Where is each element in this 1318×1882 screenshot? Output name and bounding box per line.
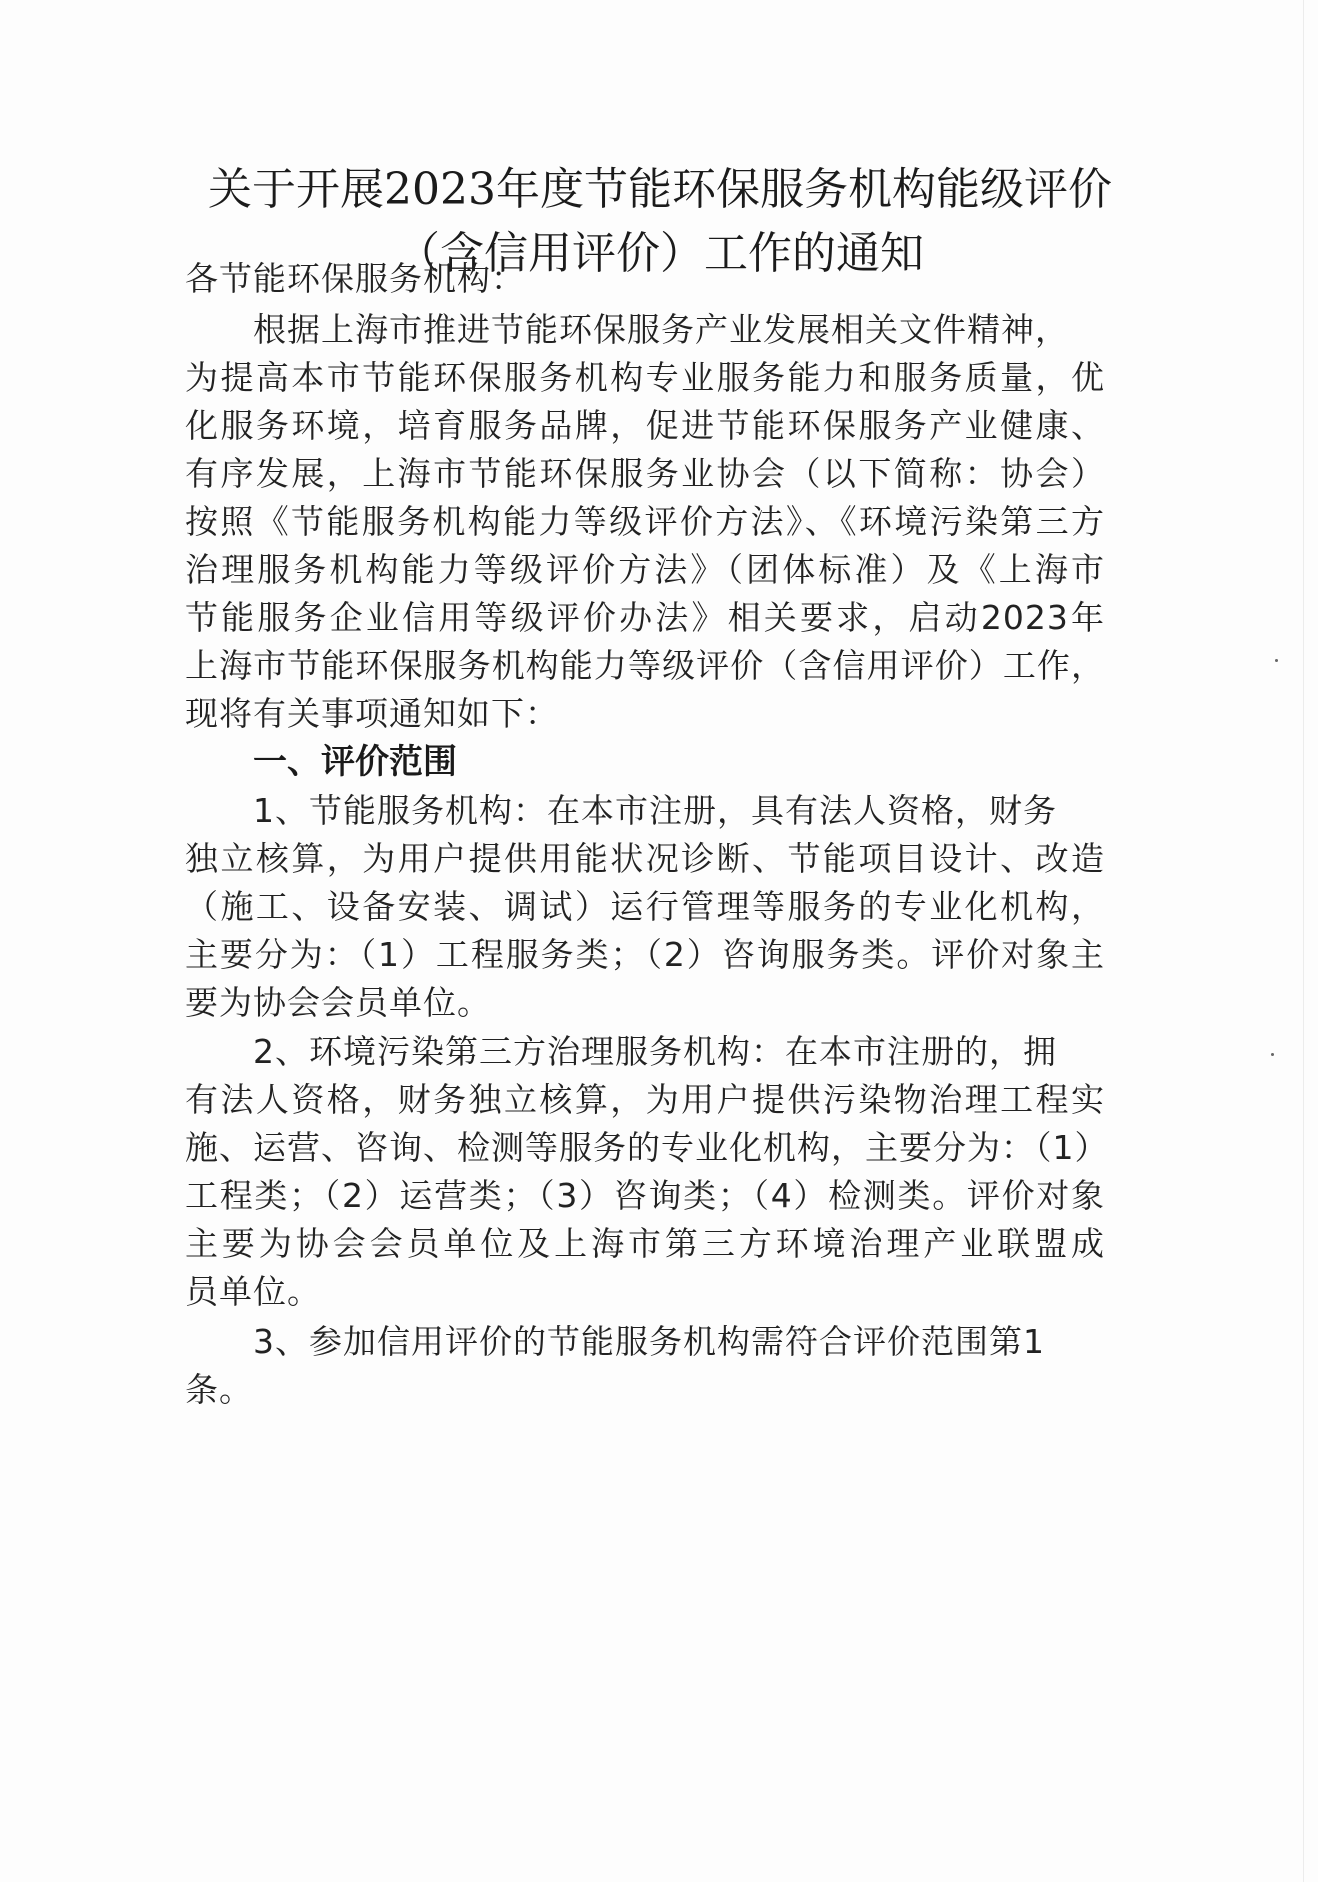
scan-speck: [1271, 1053, 1274, 1056]
item2-line: 员单位。: [185, 1272, 321, 1311]
intro-line: 现将有关事项通知如下：: [185, 694, 559, 733]
item3-line: 条。: [185, 1370, 253, 1409]
document-title-line-2: （含信用评价）工作的通知: [396, 228, 924, 279]
salutation: 各节能环保服务机构：: [185, 259, 525, 298]
item2-line: 2、环境污染第三方治理服务机构：在本市注册的，拥: [253, 1032, 1057, 1071]
scan-speck: [1275, 659, 1278, 662]
intro-line: 为提高本市节能环保服务机构专业服务能力和服务质量，优: [185, 358, 1105, 397]
section-heading-scope: 一、评价范围: [253, 742, 457, 782]
intro-line: 治理服务机构能力等级评价方法》（团体标准）及《上海市: [185, 550, 1105, 589]
intro-line: 上海市节能环保服务机构能力等级评价（含信用评价）工作，: [185, 646, 1105, 685]
item2-line: 主要为协会会员单位及上海市第三方环境治理产业联盟成: [185, 1224, 1105, 1263]
item1-line: 1、节能服务机构：在本市注册，具有法人资格，财务: [253, 791, 1057, 830]
intro-line: 有序发展，上海市节能环保服务业协会（以下简称：协会）: [185, 454, 1105, 493]
item1-line: 独立核算，为用户提供用能状况诊断、节能项目设计、改造: [185, 839, 1105, 878]
item2-line: 工程类；（2）运营类；（3）咨询类；（4）检测类。评价对象: [185, 1176, 1105, 1215]
scan-edge-line: [1303, 0, 1304, 1882]
item2-line: 有法人资格，财务独立核算，为用户提供污染物治理工程实: [185, 1080, 1105, 1119]
intro-line: 化服务环境，培育服务品牌，促进节能环保服务产业健康、: [185, 406, 1105, 445]
intro-line: 节能服务企业信用等级评价办法》相关要求，启动2023年: [185, 598, 1105, 637]
item1-line: （施工、设备安装、调试）运行管理等服务的专业化机构，: [185, 887, 1105, 926]
item1-line: 要为协会会员单位。: [185, 983, 491, 1022]
intro-line: 根据上海市推进节能环保服务产业发展相关文件精神，: [253, 310, 1069, 349]
intro-line: 按照《节能服务机构能力等级评价方法》、《环境污染第三方: [185, 502, 1105, 541]
item1-line: 主要分为：（1）工程服务类；（2）咨询服务类。评价对象主: [185, 935, 1105, 974]
item3-line: 3、参加信用评价的节能服务机构需符合评价范围第1: [253, 1322, 1045, 1361]
document-title-line-1: 关于开展2023年度节能环保服务机构能级评价: [208, 164, 1112, 215]
item2-line: 施、运营、咨询、检测等服务的专业化机构，主要分为：（1）: [185, 1128, 1109, 1167]
